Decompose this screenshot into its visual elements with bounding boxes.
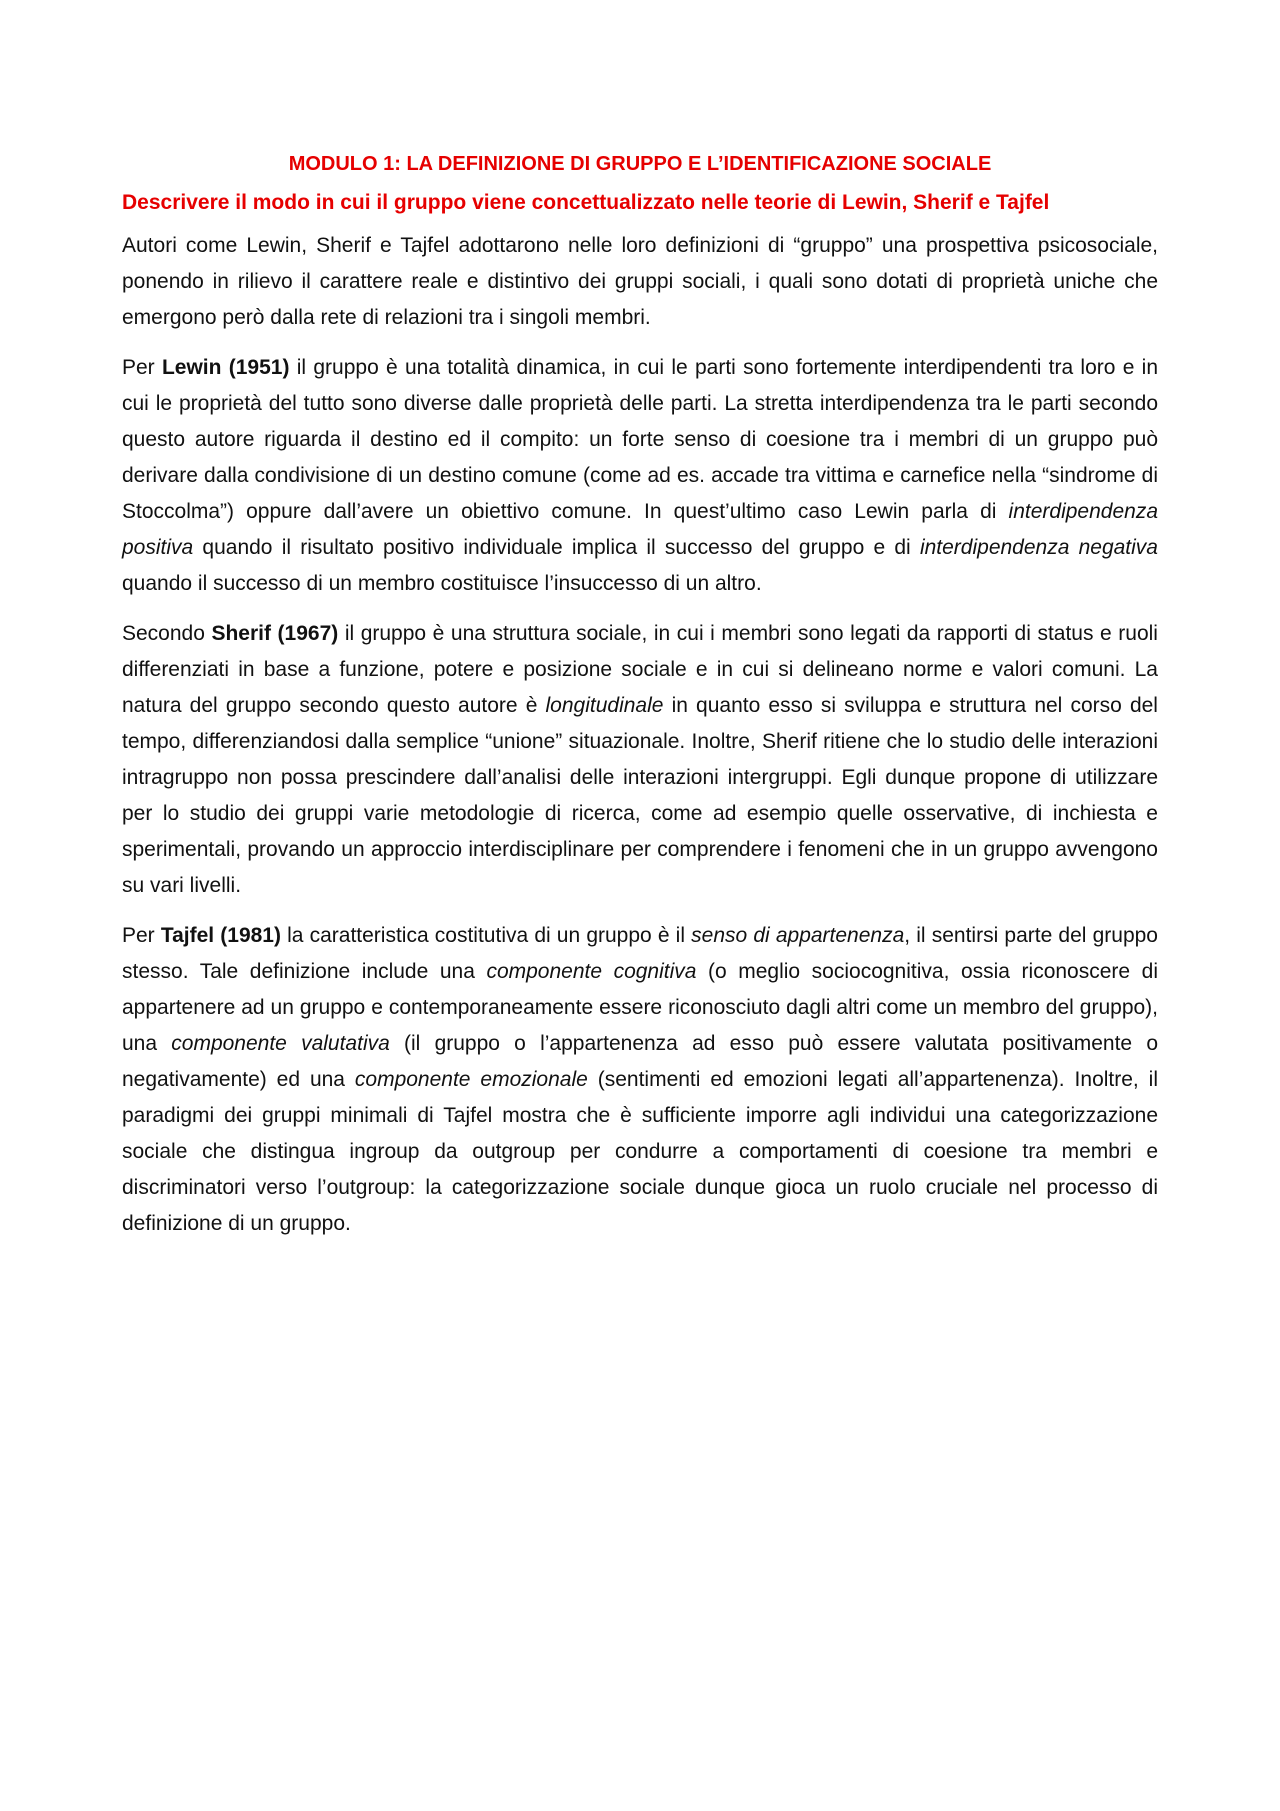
- text-span: Per: [122, 356, 162, 379]
- text-span: in quanto esso si sviluppa e struttura nel corso del tempo, differenziandosi dalla semplice “unione” situazionale. Inoltre, Sherif ritiene che lo studio delle interazioni intragruppo non possa prescindere dall’analisi delle interazioni intergruppi. Egli dunque propone di utilizzare per lo studio dei gruppi varie metodologie di ricerca, come ad esempio quelle osservative, di inchiesta e sperimentali, provando un approccio interdisciplinare per comprendere i fenomeni che in un gruppo avvengono su vari livelli.: [122, 694, 1158, 897]
- key-term: interdipendenza positiva: [122, 500, 1158, 559]
- intro-paragraph: Autori come Lewin, Sherif e Tajfel adottarono nelle loro definizioni di “gruppo” una prospettiva psicosociale, ponendo in rilievo il carattere reale e distintivo dei gruppi sociali, i quali sono dotati di proprietà uniche che emergono però dalla rete di relazioni tra i singoli membri.: [122, 234, 1158, 329]
- key-term: componente cognitiva: [486, 960, 697, 983]
- text-span: , il sentirsi parte del gruppo stesso. Tale definizione include una: [122, 924, 1158, 983]
- section-heading: Descrivere il modo in cui il gruppo viene concettualizzato nelle teorie di Lewin, Sherif e Tajfel: [122, 191, 1050, 214]
- lewin-paragraph: [122, 350, 1158, 602]
- text-span: (il gruppo o l’appartenenza ad esso può essere valutata positivamente o negativamente) ed una: [122, 1032, 1158, 1091]
- text-span: quando il risultato positivo individuale implica il successo del gruppo e di: [193, 536, 920, 559]
- text-span: il gruppo è una totalità dinamica, in cui le parti sono fortemente interdipendenti tra loro e in cui le proprietà del tutto sono diverse dalle proprietà delle parti. La stretta interdipendenza tra le parti secondo questo autore riguarda il destino ed il compito: un forte senso di coesione tra i membri di un gruppo può derivare dalla condivisione di un destino comune (come ad es. accade tra vittima e carnefice nella “sindrome di Stoccolma”) oppure dall’avere un obiettivo comune. In quest’ultimo caso Lewin parla di: [122, 356, 1159, 523]
- tajfel-paragraph: [122, 918, 1158, 1242]
- sherif-paragraph: [122, 616, 1158, 904]
- text-span: la caratteristica costitutiva di un gruppo è il: [280, 924, 692, 947]
- author-citation: Sherif (1967): [211, 622, 339, 645]
- text-span: (sentimenti ed emozioni legati all’appartenenza). Inoltre, il paradigmi dei gruppi minimali di Tajfel mostra che è sufficiente imporre agli individui una categorizzazione sociale che distingua ingroup da outgroup per condurre a comportamenti di coesione tra membri e discriminatori verso l’outgroup: la categorizzazione sociale dunque gioca un ruolo cruciale nel processo di definizione di un gruppo.: [122, 1068, 1159, 1235]
- key-term: componente emozionale: [354, 1068, 588, 1091]
- key-term: componente valutativa: [171, 1032, 390, 1055]
- text-span: quando il successo di un membro costituisce l’insuccesso di un altro.: [122, 572, 762, 595]
- text-span: Per: [122, 924, 161, 947]
- text-span: il gruppo è una struttura sociale, in cui i membri sono legati da rapporti di status e ruoli differenziati in base a funzione, potere e posizione sociale e in cui si delineano norme e valori comuni. La natura del gruppo secondo questo autore è: [122, 622, 1158, 717]
- text-span: Secondo: [122, 622, 212, 645]
- key-term: senso di appartenenza: [691, 924, 905, 947]
- key-term: interdipendenza negativa: [919, 536, 1158, 559]
- key-term: longitudinale: [545, 694, 664, 717]
- author-citation: Tajfel (1981): [160, 924, 281, 947]
- page-title: MODULO 1: LA DEFINIZIONE DI GRUPPO E L’IDENTIFICAZIONE SOCIALE: [288, 153, 992, 175]
- document-page: [122, 150, 1158, 1256]
- author-citation: Lewin (1951): [161, 356, 290, 379]
- text-span: (o meglio sociocognitiva, ossia riconoscere di appartenere ad un gruppo e contemporaneamente essere riconosciuto dagli altri come un membro del gruppo), una: [122, 960, 1158, 1055]
